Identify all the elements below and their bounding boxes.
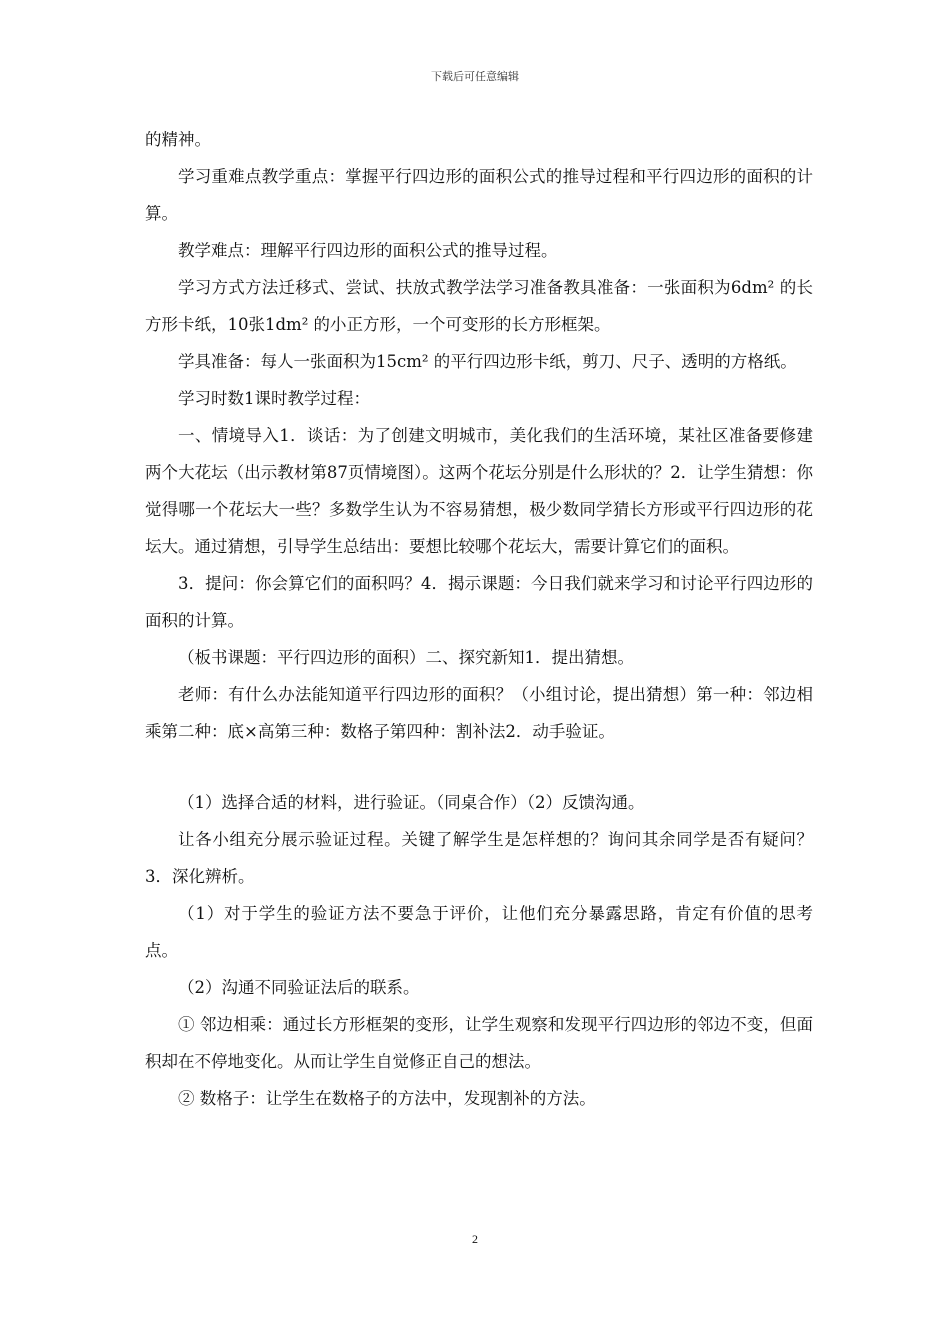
paragraph: （1）选择合适的材料，进行验证。（同桌合作）（2）反馈沟通。 xyxy=(178,793,645,812)
paragraph: ② 数格子：让学生在数格子的方法中，发现割补的方法。 xyxy=(178,1089,596,1108)
paragraph: （1）对于学生的验证方法不要急于评价，让他们充分暴露思路，肯定有价值的思考点。 xyxy=(145,904,813,960)
paragraph: 学习时数1课时教学过程： xyxy=(178,389,370,408)
page-number: 2 xyxy=(472,1232,478,1246)
paragraph: 老师：有什么办法能知道平行四边形的面积？（小组讨论，提出猜想）第一种：邻边相乘第二种：底×高第三种：数格子第四种：割补法2．动手验证。 xyxy=(145,685,813,741)
paragraph: 让各小组充分展示验证过程。关键了解学生是怎样想的？询问其余同学是否有疑问？3．深化辨析。 xyxy=(145,830,813,886)
paragraph: （板书课题：平行四边形的面积）二、探究新知1．提出猜想。 xyxy=(178,648,634,667)
paragraph: 学习方式方法迁移式、尝试、扶放式教学法学习准备教具准备：一张面积为6dm² 的长方形卡纸，10张1dm² 的小正方形，一个可变形的长方形框架。 xyxy=(145,278,813,334)
document-body xyxy=(145,121,813,1117)
page-header: 下载后可任意编辑 xyxy=(431,70,519,83)
paragraph: 的精神。 xyxy=(145,130,211,149)
paragraph: ① 邻边相乘：通过长方形框架的变形，让学生观察和发现平行四边形的邻边不变，但面积却在不停地变化。从而让学生自觉修正自己的想法。 xyxy=(145,1015,813,1071)
paragraph: 教学难点：理解平行四边形的面积公式的推导过程。 xyxy=(178,241,558,260)
paragraph: 学习重难点教学重点：掌握平行四边形的面积公式的推导过程和平行四边形的面积的计算。 xyxy=(145,167,813,223)
paragraph-gap xyxy=(145,750,813,784)
paragraph: 3．提问：你会算它们的面积吗？4．揭示课题：今日我们就来学习和讨论平行四边形的面积的计算。 xyxy=(145,574,813,630)
paragraph: 一、情境导入1．谈话：为了创建文明城市，美化我们的生活环境，某社区准备要修建两个大花坛（出示教材第87页情境图）。这两个花坛分别是什么形状的？2．让学生猜想：你觉得哪一个花坛大一些？多数学生认为不容易猜想，极少数同学猜长方形或平行四边形的花坛大。通过猜想，引导学生总结出：要想比较哪个花坛大，需要计算它们的面积。 xyxy=(145,426,813,556)
paragraph: 学具准备：每人一张面积为15cm² 的平行四边形卡纸，剪刀、尺子、透明的方格纸。 xyxy=(178,352,797,371)
paragraph: （2）沟通不同验证法后的联系。 xyxy=(178,978,420,997)
